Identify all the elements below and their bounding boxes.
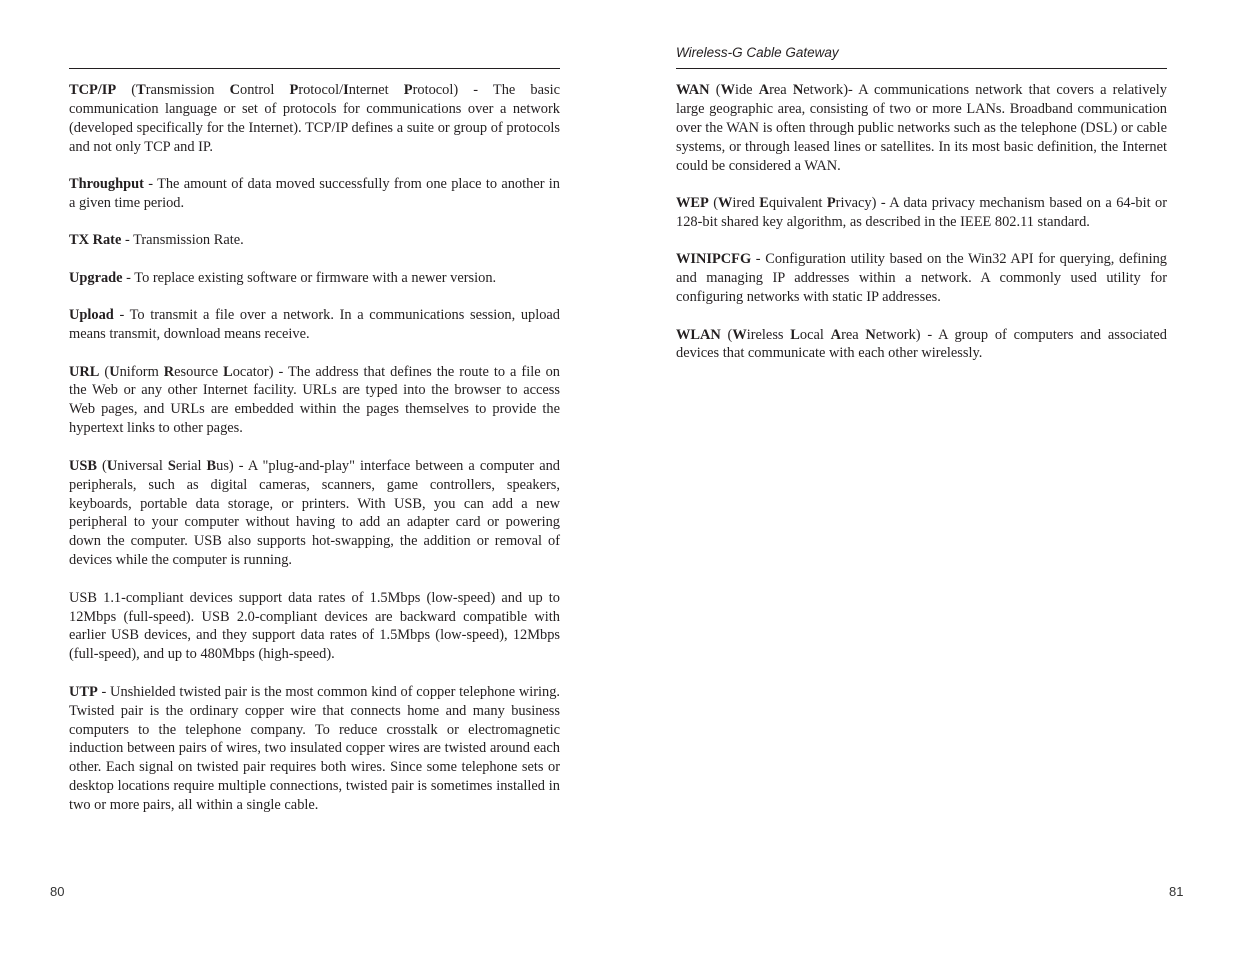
entry-text: ( bbox=[97, 457, 107, 474]
glossary-entry bbox=[676, 81, 1167, 176]
entry-text: - To transmit a file over a network. In a communications session, upload means transmit, download means receive. bbox=[69, 307, 560, 343]
term-bold-text: U bbox=[109, 363, 120, 380]
glossary-entry bbox=[69, 231, 560, 250]
term-bold-text: T bbox=[136, 82, 146, 98]
term-bold-text: URL bbox=[69, 363, 100, 380]
term-bold-text: TCP/IP bbox=[69, 82, 117, 98]
entry-text: niform bbox=[119, 363, 164, 380]
entry-text: niversal bbox=[117, 457, 168, 474]
term-bold-text: UTP bbox=[69, 683, 98, 700]
glossary-entry bbox=[69, 457, 560, 570]
term-bold-text: W bbox=[720, 82, 735, 98]
entry-text: ransmission bbox=[145, 82, 230, 98]
glossary-entry bbox=[69, 683, 560, 815]
term-bold-text: W bbox=[732, 326, 747, 343]
term-bold-text: P bbox=[289, 82, 299, 98]
glossary-entry bbox=[69, 363, 560, 439]
entry-text: erial bbox=[175, 457, 207, 474]
term-bold-text: WEP bbox=[676, 195, 709, 212]
right-page-body bbox=[676, 81, 1167, 382]
entry-text: nternet bbox=[348, 82, 404, 98]
entry-text: rea bbox=[769, 82, 793, 98]
term-bold-text: R bbox=[163, 363, 175, 380]
term-bold-text: L bbox=[790, 326, 800, 343]
entry-text: ired bbox=[732, 195, 760, 212]
glossary-entry bbox=[69, 269, 560, 288]
entry-text: etwork)- A communications network that covers a relatively large geographic area, consisting of two or more LANs. Broadband communication over the WAN is often through public networks such as the telephone (DSL) or cable systems, or through leased lines or satellites. In its most basic definition, the Internet could be considered a WAN. bbox=[676, 82, 1167, 174]
term-bold-text: L bbox=[223, 363, 233, 380]
entry-text: rotocol) - The basic communication language or set of protocols for communications over a network (developed specifically for the Internet). TCP/IP defines a suite or group of protocols and not only TCP and IP. bbox=[69, 82, 560, 155]
entry-text: - Configuration utility based on the Win32 API for querying, defining and managing IP addresses within a network. A commonly used utility for configuring networks with static IP addresses. bbox=[676, 251, 1167, 306]
term-bold-text: TX Rate bbox=[69, 232, 122, 249]
entry-text: ocal bbox=[799, 326, 831, 343]
entry-text: ( bbox=[708, 195, 719, 212]
term-bold-text: N bbox=[865, 326, 876, 343]
entry-text: rea bbox=[841, 326, 866, 343]
term-bold-text: Upload bbox=[69, 307, 114, 324]
glossary-entry bbox=[676, 250, 1167, 307]
glossary-entry bbox=[69, 306, 560, 344]
term-bold-text: WINIPCFG bbox=[676, 251, 752, 268]
entry-text: etwork) - A group of computers and associated devices that communicate with each other wirelessly. bbox=[676, 326, 1167, 362]
term-bold-text: E bbox=[759, 195, 769, 212]
glossary-entry bbox=[69, 175, 560, 213]
page-number-left: 80 bbox=[50, 884, 65, 899]
term-bold-text: USB bbox=[69, 457, 97, 474]
left-top-rule bbox=[69, 68, 560, 69]
entry-text: - The amount of data moved successfully from one place to another in a given time period. bbox=[69, 176, 560, 212]
glossary-entry bbox=[69, 81, 560, 157]
term-bold-text: N bbox=[792, 82, 804, 98]
entry-text: ireless bbox=[746, 326, 791, 343]
term-bold-text: B bbox=[206, 457, 217, 474]
glossary-entry bbox=[676, 194, 1167, 232]
entry-text: esource bbox=[174, 363, 224, 380]
entry-text: rotocol/ bbox=[298, 82, 344, 98]
term-bold-text: WLAN bbox=[676, 326, 721, 343]
term-bold-text: A bbox=[830, 326, 842, 343]
term-bold-text: A bbox=[758, 82, 770, 98]
term-bold-text: Upgrade bbox=[69, 269, 123, 286]
entry-text: ( bbox=[709, 82, 721, 98]
entry-text: ( bbox=[720, 326, 733, 343]
right-top-rule bbox=[676, 68, 1167, 69]
entry-text: - To replace existing software or firmware with a newer version. bbox=[122, 269, 497, 286]
term-bold-text: S bbox=[167, 457, 176, 474]
term-bold-text: P bbox=[403, 82, 413, 98]
running-header: Wireless-G Cable Gateway bbox=[676, 45, 839, 60]
entry-text: - Transmission Rate. bbox=[121, 232, 244, 249]
entry-text: ontrol bbox=[240, 82, 290, 98]
entry-text: ocator) - The address that defines the route to a file on the Web or any other Internet facility. URLs are typed into the browser to access Web pages, and URLs are embedded within the pages themselves to provide the hypertext links to other pages. bbox=[69, 363, 560, 437]
glossary-entry bbox=[69, 589, 560, 665]
entry-text: ( bbox=[116, 82, 137, 98]
page-number-right: 81 bbox=[1169, 884, 1184, 899]
term-bold-text: U bbox=[106, 457, 118, 474]
term-bold-text: P bbox=[826, 195, 836, 212]
entry-text: ( bbox=[99, 363, 110, 380]
entry-text: rivacy) - A data privacy mechanism based on a 64-bit or 128-bit shared key algorithm, as described in the IEEE 802.11 standard. bbox=[676, 195, 1167, 230]
term-bold-text: C bbox=[229, 82, 240, 98]
term-bold-text: Throughput bbox=[69, 176, 144, 193]
entry-text: - Unshielded twisted pair is the most common kind of copper telephone wiring. Twisted pair is the ordinary copper wire that connects home and many business computers to the telephone company. To reduce crosstalk or electromagnetic induction between pairs of wires, two insulated copper wires are twisted around each other. Each signal on twisted pair requires both wires. Since some telephone sets or desktop locations require multiple connections, twisted pair is sometimes installed in two or more pairs, all within a single cable. bbox=[69, 683, 560, 814]
glossary-entry bbox=[676, 326, 1167, 364]
left-page-body bbox=[69, 81, 560, 834]
term-bold-text: W bbox=[718, 195, 733, 212]
entry-text: ide bbox=[734, 82, 759, 98]
term-bold-text: I bbox=[343, 82, 349, 98]
entry-text: quivalent bbox=[768, 195, 827, 212]
term-bold-text: WAN bbox=[676, 82, 710, 98]
entry-text: us) - A "plug-and-play" interface between a computer and peripherals, such as digital cameras, scanners, game controllers, speakers, keyboards, portable data storage, or printers. With USB, you can add a new peripheral to your computer without having to add an adapter card or powering down the computer. USB also supports hot-swapping, the addition or removal of devices while the computer is running. bbox=[69, 457, 560, 569]
entry-text: USB 1.1-compliant devices support data rates of 1.5Mbps (low-speed) and up to 12Mbps (full-speed). USB 2.0-compliant devices are backward compatible with earlier USB devices, and they support data rates of 1.5Mbps (low-speed), 12Mbps (full-speed), and up to 480Mbps (high-speed). bbox=[69, 589, 560, 663]
